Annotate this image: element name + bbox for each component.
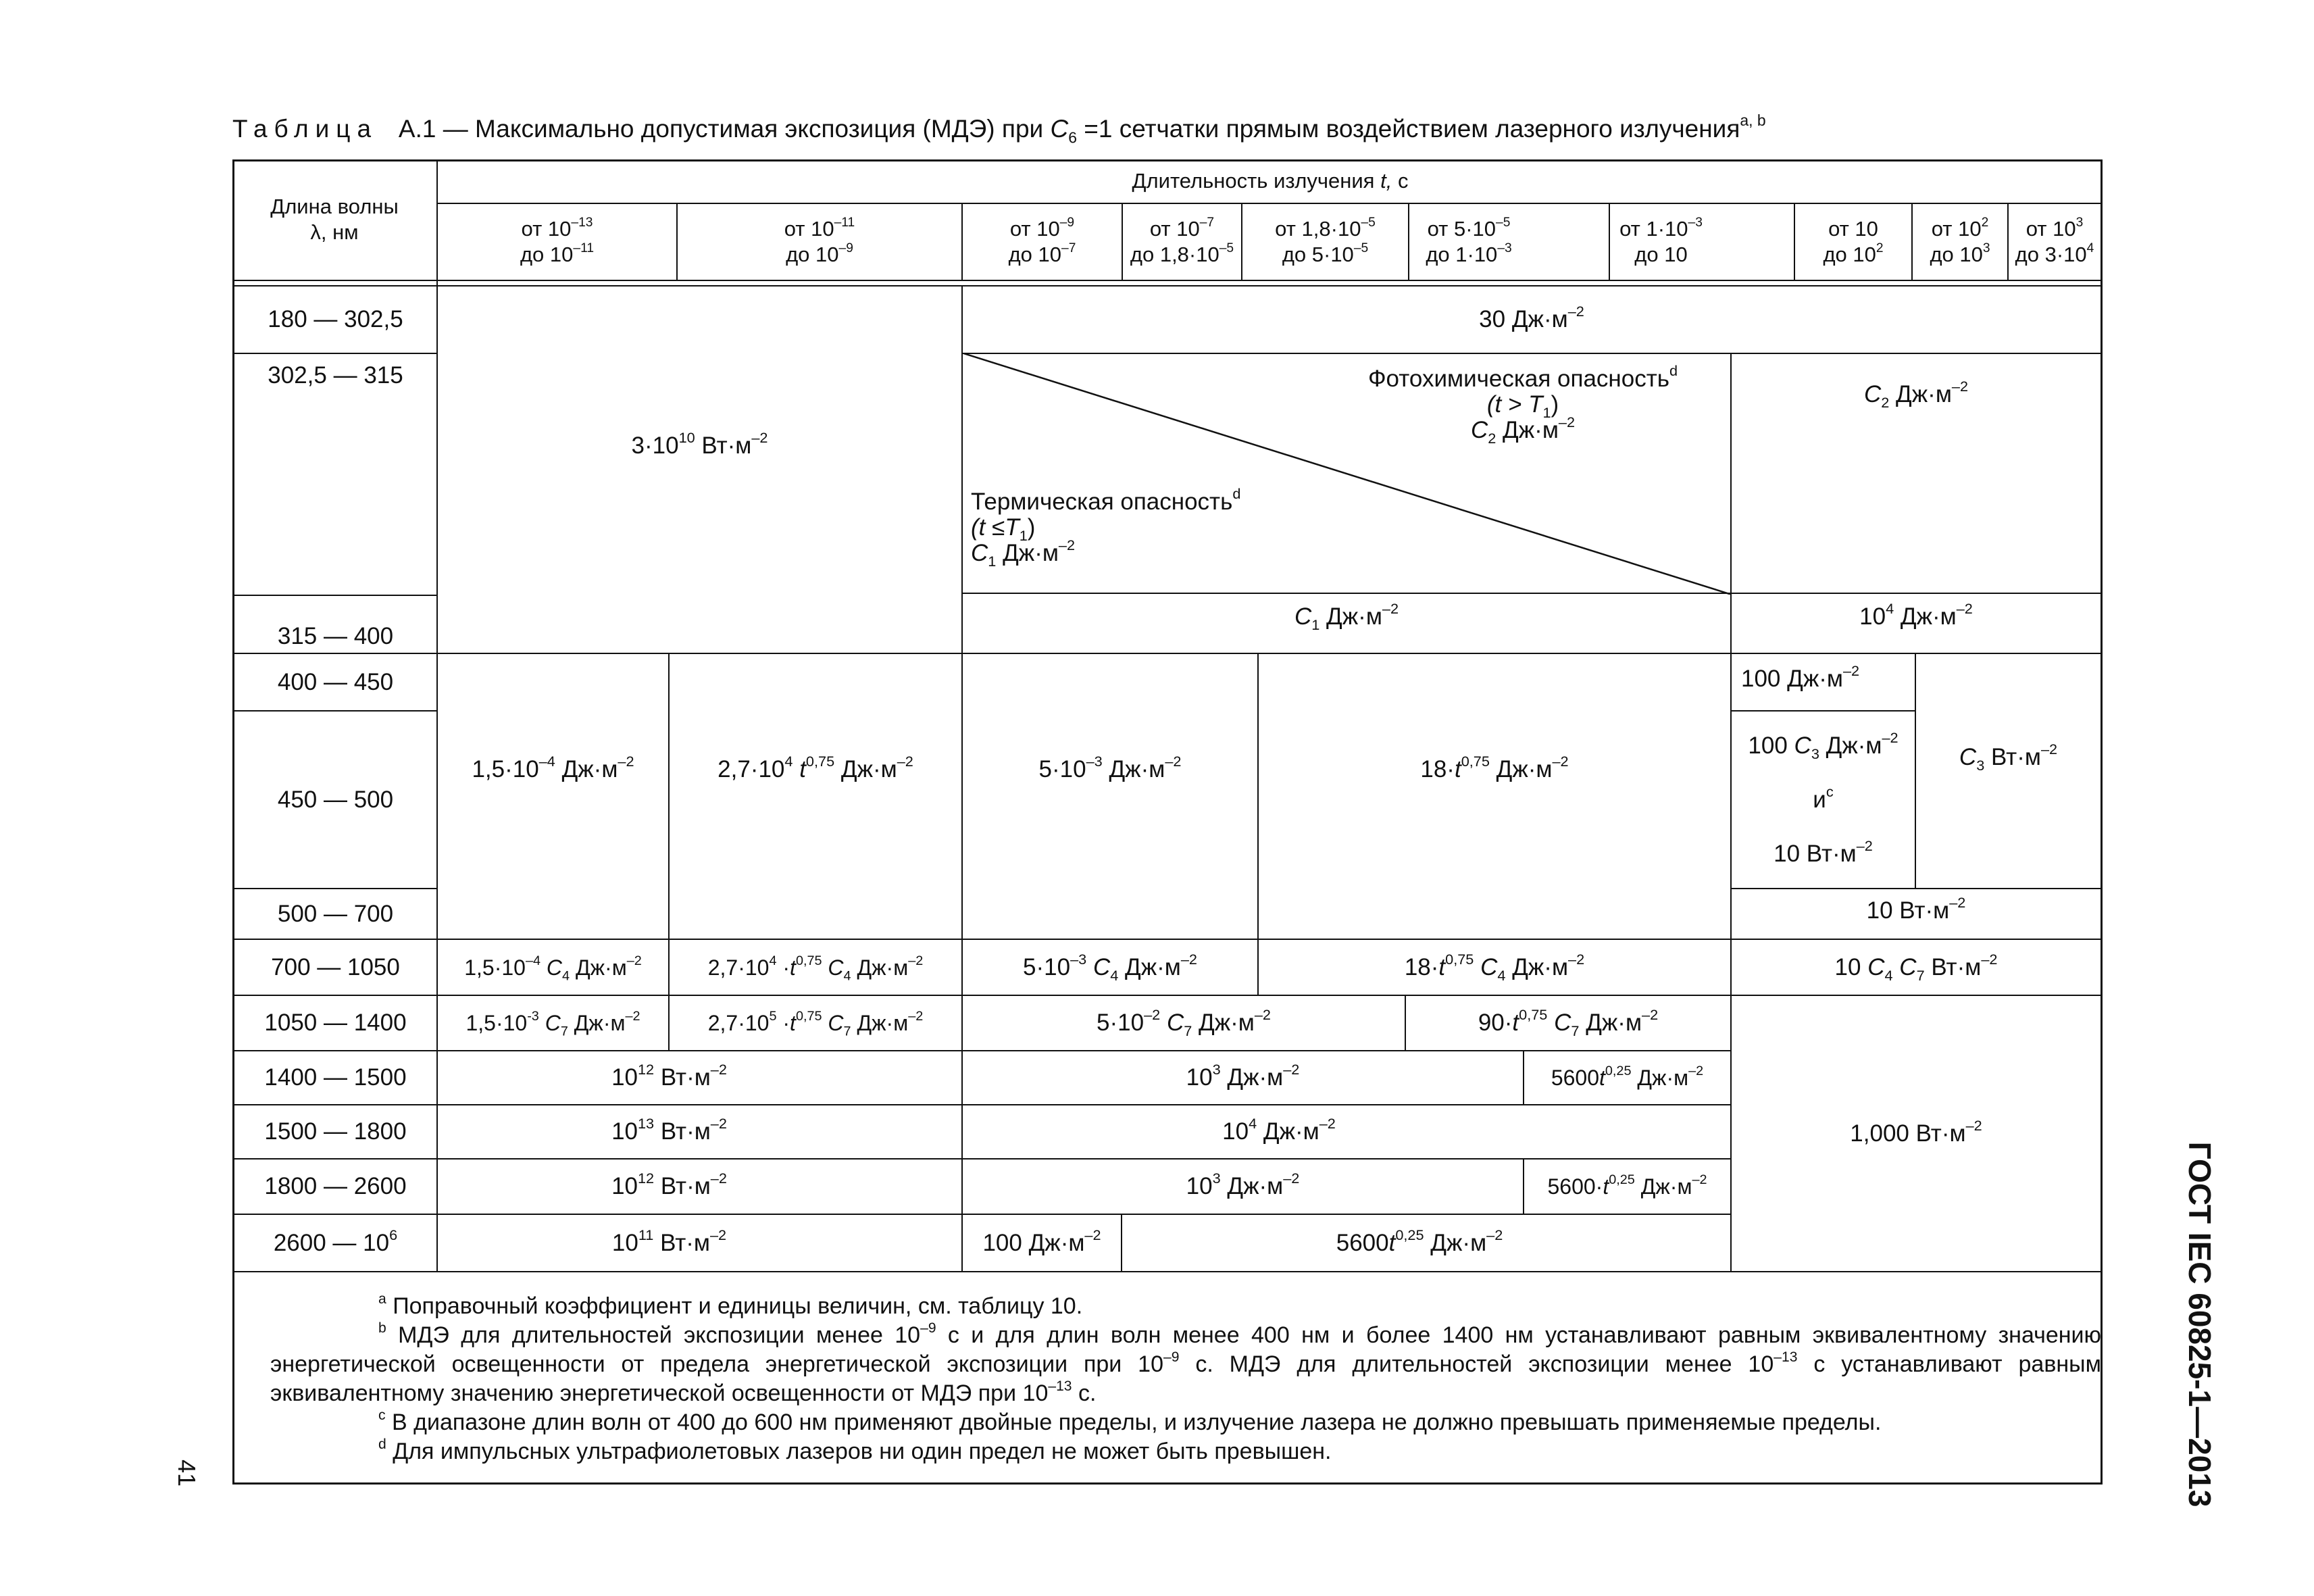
mpe-value: $18\cdot t^{0,75}$ $C_4$ $Дж\cdot м^{-2}$ [1404, 950, 1585, 984]
mpe-value: $1,5\cdot 10^{-3}$ $C_7$ $Дж\cdot м^{-2}$ [466, 1009, 640, 1039]
duration-range: от $10^{-13}$ до $10^{-11}$ [520, 215, 595, 266]
duration-range: от $5\cdot 10^{-5}$ до $1\cdot 10^{-3}$ [1426, 215, 1512, 266]
duration-range: от $10^{-7}$ до $1,8\cdot 10^{-5}$ [1130, 215, 1234, 266]
table-footnotes [270, 1292, 2101, 1466]
header-wavelength: Длина волны λ, нм [270, 195, 399, 244]
wavelength-cell: 700 — 1050 [271, 953, 400, 980]
thermal-hazard: Термическая опасность$^d$ $(t \le T_1)$ $C_1$ $Дж\cdot м^{-2}$ [971, 485, 1241, 570]
header-duration: Длительность излучения t, с [1132, 169, 1409, 193]
wavelength-cell: 180 — 302,5 [268, 306, 403, 332]
footnote-b: $^b$ МДЭ для длительностей экспозиции менее $10^{-9}$ с и для длин волн менее 400 нм и более 1400 нм устанавливают равным эквивалентному значению энергетической освещенности от предела энергетической экспозиции при $10^{-9}$ с. МДЭ для длительностей экспозиции менее $10^{-13}$ с устанавливают равным эквивалентному значению энергетической освещенности от МДЭ при $10^{-13}$ с. [270, 1320, 2101, 1406]
mpe-value: $5600t^{0,25}$ $Дж\cdot м^{-2}$ [1336, 1226, 1503, 1256]
duration-range: от $1,8\cdot 10^{-5}$ до $5\cdot 10^{-5}$ [1275, 215, 1376, 266]
duration-range: от 10 до $10^2$ [1823, 217, 1884, 266]
duration-range: от $1\cdot 10^{-3}$ до 10 [1619, 215, 1703, 266]
mpe-value: 30 $Дж\cdot м^{-2}$ [1479, 303, 1584, 332]
duration-range: от $10^3$ до $3\cdot 10^4$ [2015, 215, 2094, 266]
mpe-value: 10 $C_4$ $C_7$ $Вт\cdot м^{-2}$ [1834, 950, 1998, 984]
mpe-value: $3\cdot 10^{10}$ $Вт\cdot м^{-2}$ [631, 429, 768, 459]
grid-line [232, 280, 2103, 281]
duration-range: от $10^2$ до $10^3$ [1930, 215, 1990, 266]
caption-text2: =1 сетчатки прямым воздействием лазерного излучения [1084, 115, 1740, 143]
mpe-value: $1,5\cdot 10^{-4}$ $Дж\cdot м^{-2}$ [472, 752, 634, 782]
caption-text: — Максимально допустимая экспозиция (МДЭ) при [443, 115, 1044, 143]
mpe-value: $5\cdot 10^{-2}$ $C_7$ $Дж\cdot м^{-2}$ [1097, 1006, 1271, 1039]
mpe-value: 100 $Дж\cdot м^{-2}$ [1741, 662, 1860, 692]
wavelength-cell: 1400 — 1500 [264, 1064, 407, 1091]
wavelength-cell: 302,5 — 315 [268, 362, 403, 389]
mpe-value: $10^3$ $Дж\cdot м^{-2}$ [1186, 1170, 1300, 1199]
mpe-value: $C_1$ $Дж\cdot м^{-2}$ [1294, 599, 1399, 633]
table-border [232, 1482, 2103, 1485]
footnote-a: $^a$ Поправочный коэффициент и единицы величин, см. таблицу 10. [378, 1291, 1083, 1319]
footnote-d: $^d$ Для импульсных ультрафиолетовых лазеров ни один предел не может быть превышен. [378, 1436, 1332, 1464]
mpe-value: $90\cdot t^{0,75}$ $C_7$ $Дж\cdot м^{-2}$ [1478, 1006, 1659, 1039]
mpe-value: $10^4$ $Дж\cdot м^{-2}$ [1859, 599, 1973, 630]
mpe-value: $C_3$ $Вт\cdot м^{-2}$ [1959, 741, 2058, 774]
mpe-value: $18\cdot t^{0,75}$ $Дж\cdot м^{-2}$ [1420, 752, 1569, 782]
mpe-value: $10^3$ $Дж\cdot м^{-2}$ [1186, 1061, 1300, 1091]
mpe-value: $10^{13}$ $Вт\cdot м^{-2}$ [611, 1115, 727, 1145]
wavelength-cell: 1050 — 1400 [264, 1009, 407, 1036]
mpe-value: $10^{12}$ $Вт\cdot м^{-2}$ [611, 1061, 727, 1091]
mpe-value: 100 $C_3$ $Дж\cdot м^{-2}$ $и^c$ 10 $Вт\cdot м^{-2}$ [1748, 728, 1898, 867]
caption-prefix: Таблица [232, 115, 378, 143]
standard-designation: ГОСТ IEC 60825-1—2013 [2182, 1141, 2217, 1507]
mpe-value: 10 $Вт\cdot м^{-2}$ [1866, 893, 1966, 924]
wavelength-cell: 500 — 700 [277, 900, 394, 927]
table-border [2101, 159, 2103, 1485]
duration-range: от $10^{-11}$ до $10^{-9}$ [784, 215, 855, 266]
mpe-value: 1,000 $Вт\cdot м^{-2}$ [1850, 1116, 1982, 1147]
mpe-value: $10^4$ $Дж\cdot м^{-2}$ [1222, 1115, 1336, 1145]
table-caption: Таблица А.1 — Максимально допустимая экспозиция (МДЭ) при $C_6 =1$ сетчатки прямым воздействием лазерного излучения$^{a, b}$ [232, 111, 1766, 147]
duration-range: от $10^{-9}$ до $10^{-7}$ [1008, 215, 1076, 266]
mpe-value: $10^{12}$ $Вт\cdot м^{-2}$ [611, 1170, 727, 1199]
page-number: 41 [173, 1459, 201, 1487]
mpe-value: $10^{11}$ $Вт\cdot м^{-2}$ [611, 1226, 727, 1256]
mpe-value: $5\cdot 10^{-3}$ $C_4$ $Дж\cdot м^{-2}$ [1023, 950, 1197, 984]
wavelength-cell: 450 — 500 [277, 786, 394, 813]
mpe-value: $2,7\cdot 10^4 \cdot t^{0,75}$ $C_4$ $Дж\cdot м^{-2}$ [707, 953, 924, 983]
mpe-value: $1,5\cdot 10^{-4}$ $C_4$ $Дж\cdot м^{-2}$ [464, 953, 642, 983]
grid-line [232, 1271, 2103, 1272]
wavelength-cell: 1500 — 1800 [264, 1118, 407, 1145]
caption-c6: C [1050, 115, 1069, 143]
photochemical-hazard: Фотохимическая опасность$^d$ $(t > T_1)$ $C_2$ $Дж\cdot м^{-2}$ [1367, 362, 1678, 447]
footnote-c: $^c$ В диапазоне длин волн от 400 до 600 нм применяют двойные пределы, и излучение лазера не должно превышать применяемые пределы. [378, 1407, 1882, 1435]
caption-number: А.1 [398, 115, 436, 143]
mpe-value: $5600t^{0,25}$ $Дж\cdot м^{-2}$ [1551, 1064, 1704, 1090]
wavelength-cell: 315 — 400 [277, 623, 394, 649]
mpe-value: $2,7\cdot 10^5 \cdot t^{0,75}$ $C_7$ $Дж\cdot м^{-2}$ [707, 1009, 924, 1039]
wavelength-cell: 400 — 450 [277, 668, 394, 695]
wavelength-cell: 2600 — $10^6$ [273, 1226, 398, 1256]
mpe-value: $5600\cdot t^{0,25}$ $Дж\cdot м^{-2}$ [1547, 1172, 1707, 1199]
wavelength-cell: 1800 — 2600 [264, 1173, 407, 1199]
mpe-value: $5\cdot 10^{-3}$ $Дж\cdot м^{-2}$ [1038, 752, 1182, 782]
mpe-value: $C_2$ $Дж\cdot м^{-2}$ [1863, 378, 1969, 411]
mpe-value: $2,7\cdot 10^4$ $t^{0,75}$ $Дж\cdot м^{-2}$ [718, 752, 913, 782]
mpe-value: 100 $Дж\cdot м^{-2}$ [982, 1226, 1101, 1256]
